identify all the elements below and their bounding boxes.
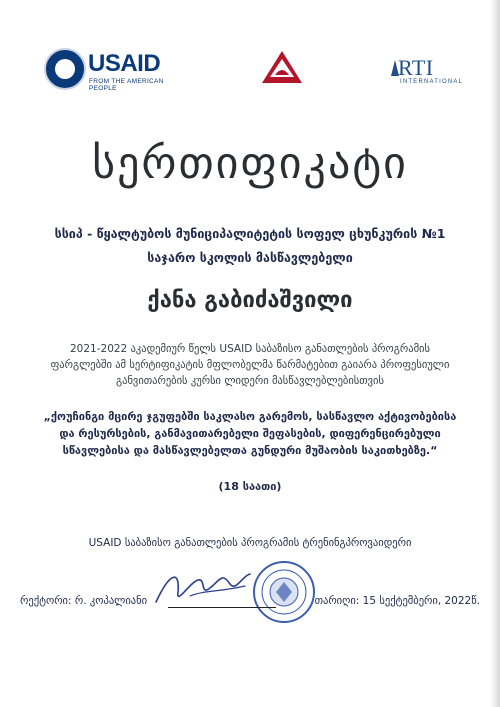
coordinator-label: USAID საბაზისო განათლების პროგრამის ტრენინგპროვაიდერი [88,537,412,549]
description-text: 2021-2022 აკადემიურ წელს USAID საბაზისო განათლების პროგრამის ფარგლებში ამ სერტიფიკატის მფლობელმა წარმატებით გაიარა პროფესიული განვითარების კურსი ლიდერი მასწავლებლებისთვის [50,343,450,387]
rti-logo [390,55,470,87]
signature-line [168,607,276,608]
issue-date: თარიღი: 15 სექტემბერი, 2022წ. [314,595,480,607]
school-line-2: საჯარო სკოლის მასწავლებელი [147,250,353,265]
course-hours: (18 საათი) [218,480,282,493]
usaid-tagline: FROM THE AMERICAN PEOPLE [89,78,164,92]
recipient-name: ქანა გაბიძაშვილი [147,288,353,313]
rector-label: რექტორი: რ. კოპალიანი [20,595,148,607]
usaid-wordmark: USAID [88,50,161,77]
signature-row [20,595,480,611]
usaid-logo [44,48,174,94]
rti-wordmark: RTI [398,55,434,80]
usaid-seal-icon [44,48,86,90]
school-line-1: სსიპ - წყალტუბოს მუნიციპალიტეტის სოფელ ცხუნკურის №1 [54,226,446,241]
institution-emblem-icon [258,47,306,87]
rti-subtitle: INTERNATIONAL [400,79,464,85]
course-title: „ქოუჩინგი მცირე ჯგუფებში საკლასო გარემოს, სასწავლო აქტივობებისა და რესურსების, განმავითარებელი შეფასების, დიფერენცირებული სწავლებისა და მასწავლებელთა გუნდური მუშაობის საკითხებზე.“ [43,410,457,457]
official-stamp [252,560,316,624]
page-edge-shadow [490,0,500,707]
certificate-title: სერთიფიკატი [92,138,408,189]
